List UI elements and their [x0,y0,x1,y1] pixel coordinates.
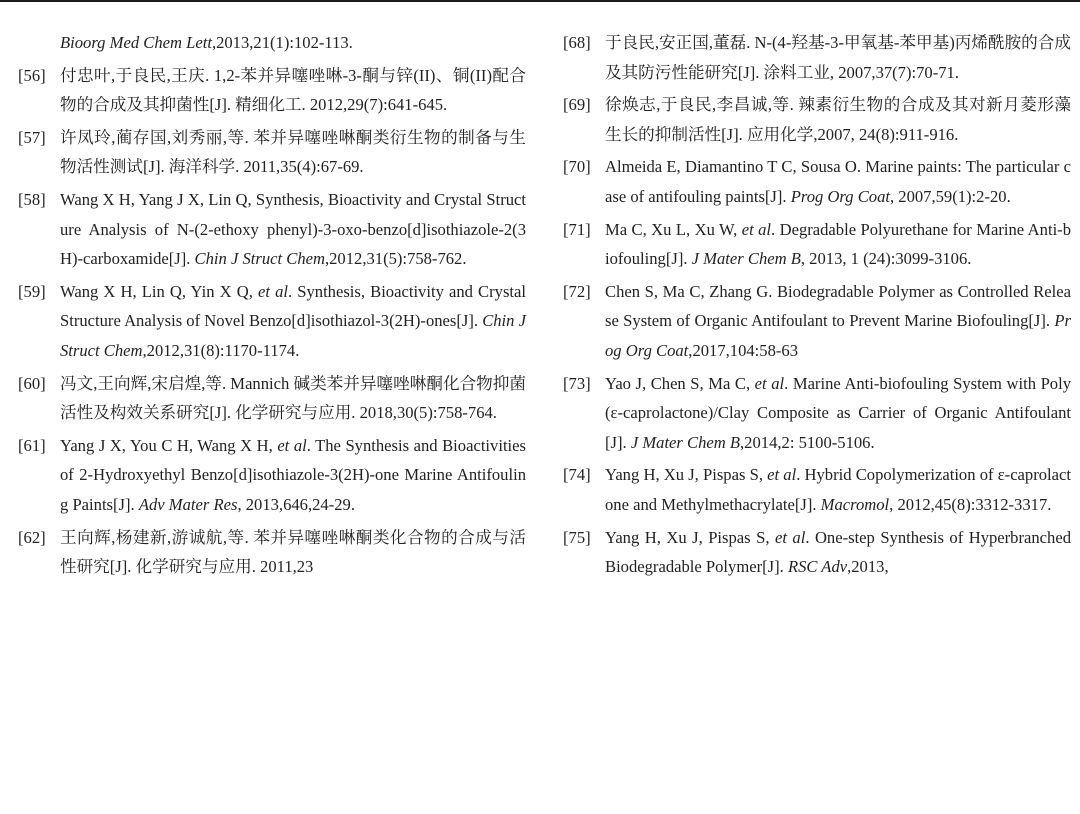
references-right-column [563,28,1071,585]
top-rule [0,0,1080,2]
reference-text: . Hybrid Copolymerization of ε-caprolactone and Methylmethacrylate[J]. [605,465,1071,514]
reference-italic-text: Prog Org Coat [790,186,890,206]
reference-italic-text: Chin J Struct Chem [194,249,325,269]
reference-italic-text: Prog Org Coat [605,311,1071,360]
reference-number: [61] [18,435,46,455]
reference-entry [563,460,1071,519]
reference-text: Yang H, Xu J, Pispas S, [605,465,768,485]
reference-text: . Synthesis, Bioactivity and Crystal Structure Analysis of Novel Benzo[d]isothiazol-3(2H)-ones[J]. [60,281,526,331]
reference-text: Wang X H, Lin Q, Yin X Q, [60,281,258,301]
reference-text: , 2013,646,24-29. [237,494,355,514]
reference-text: 冯文,王向辉,宋启煌,等. Mannich 碱类苯并异噻唑啉酮化合物抑菌活性及构效关系研究[J]. 化学研究与应用. 2018,30(5):758-764. [60,373,526,423]
reference-text: . Degradable Polyurethane for Marine Anti-biofouling[J]. [605,219,1072,269]
reference-number: [56] [18,65,46,85]
reference-number: [60] [18,373,46,393]
reference-number: [68] [563,33,591,52]
reference-text: . The Synthesis and Bioactivities of 2-Hydroxyethyl Benzo[d]isothiazole-3(2H)-one Marine Antifouling Paints[J]. [60,435,526,514]
reference-number: [70] [563,157,591,177]
reference-entry [18,28,526,58]
reference-italic-text: J Mater Chem B [691,249,801,269]
reference-italic-text: et al [257,281,288,301]
reference-entry [563,152,1071,211]
reference-entry [18,431,526,520]
reference-entry [563,277,1071,366]
reference-entry [18,523,526,582]
reference-text: Yang J X, You C H, Wang X H, [60,435,278,455]
reference-text: Yao J, Chen S, Ma C, [605,373,755,393]
reference-text: 许凤玲,蔺存国,刘秀丽,等. 苯并异噻唑啉酮类衍生物的制备与生物活性测试[J]. 海洋科学. 2011,35(4):67-69. [60,127,526,177]
reference-italic-text: et al [754,373,785,393]
reference-text: ,2012,31(5):758-762. [324,249,467,269]
reference-italic-text: J Mater Chem B [630,432,741,452]
reference-entry [563,215,1071,274]
reference-entry [18,123,526,182]
reference-entry [18,277,526,366]
reference-italic-text: et al [277,435,307,455]
reference-entry [563,523,1071,582]
reference-number: [69] [563,95,591,115]
reference-text: . One-step Synthesis of Hyperbranched Biodegradable Polymer[J]. [605,527,1071,577]
reference-italic-text: et al [741,219,772,239]
reference-text: 于良民,安正国,董磊. N-(4-羟基-3-甲氧基-苯甲基)丙烯酰胺的合成及其防污性能研究[J]. 涂料工业, 2007,37(7):70-71. [605,33,1071,82]
reference-text: , 2012,45(8):3312-3317. [889,494,1052,514]
reference-text: Ma C, Xu L, Xu W, [605,219,742,239]
reference-text: 付忠叶,于良民,王庆. 1,2-苯并异噻唑啉-3-酮与锌(II)、铜(II)配合物的合成及其抑菌性[J]. 精细化工. 2012,29(7):641-645. [60,65,526,115]
reference-entry [18,185,526,274]
reference-text: Almeida E, Diamantino T C, Sousa O. Marine paints: The particular case of antifouling paints[J]. [605,157,1071,206]
reference-text: Chen S, Ma C, Zhang G. Biodegradable Polymer as Controlled Release System of Organic Antifoulant to Prevent Marine Biofouling[J]. [605,281,1071,331]
reference-number: [59] [18,281,46,301]
reference-italic-text: et al [774,527,806,547]
reference-italic-text: RSC Adv [787,557,848,577]
reference-number: [62] [18,527,46,547]
reference-text: ,2012,31(8):1170-1174. [142,340,300,360]
reference-italic-text: Adv Mater Res [138,494,238,514]
reference-number: [71] [563,219,591,239]
reference-text: ,2013, [847,557,889,577]
reference-text: , 2007,59(1):2-20. [889,186,1011,206]
reference-number: [73] [563,373,591,393]
reference-text: ,2014,2: 5100-5106. [740,432,875,452]
reference-text: 徐焕志,于良民,李昌诚,等. 辣素衍生物的合成及其对新月菱形藻生长的抑制活性[J]. 应用化学,2007, 24(8):911-916. [605,95,1071,144]
reference-text: ,2013,21(1):102-113. [211,33,353,52]
reference-entry [563,90,1071,149]
reference-italic-text: Bioorg Med Chem Lett [60,33,212,52]
references-left-column [18,28,526,585]
reference-text: Wang X H, Yang J X, Lin Q, Synthesis, Bioactivity and Crystal Structure Analysis of N-(2-ethoxy phenyl)-3-oxo-benzo[d]isothiazole-2(3H)-carboxamide[J]. [60,189,526,269]
reference-text: 王向辉,杨建新,游诚航,等. 苯并异噻唑啉酮类化合物的合成与活性研究[J]. 化学研究与应用. 2011,23 [60,527,526,577]
reference-italic-text: et al [767,465,797,485]
reference-number: [75] [563,527,591,547]
reference-number: [74] [563,465,591,485]
reference-italic-text: Chin J Struct Chem [60,311,526,360]
reference-number: [72] [563,281,591,301]
reference-text: ,2017,104:58-63 [688,340,798,360]
reference-entry [18,61,526,120]
reference-number: [58] [18,189,46,209]
reference-italic-text: Macromol [820,494,890,514]
reference-entry [563,369,1071,458]
reference-number: [57] [18,127,46,147]
reference-entry [563,28,1071,87]
reference-entry [18,369,526,428]
reference-text: , 2013, 1 (24):3099-3106. [800,249,972,269]
reference-text: . Marine Anti-biofouling System with Poly(ε-caprolactone)/Clay Composite as Carrier of Organic Antifoulant[J]. [605,373,1071,452]
reference-text: Yang H, Xu J, Pispas S, [605,527,775,547]
